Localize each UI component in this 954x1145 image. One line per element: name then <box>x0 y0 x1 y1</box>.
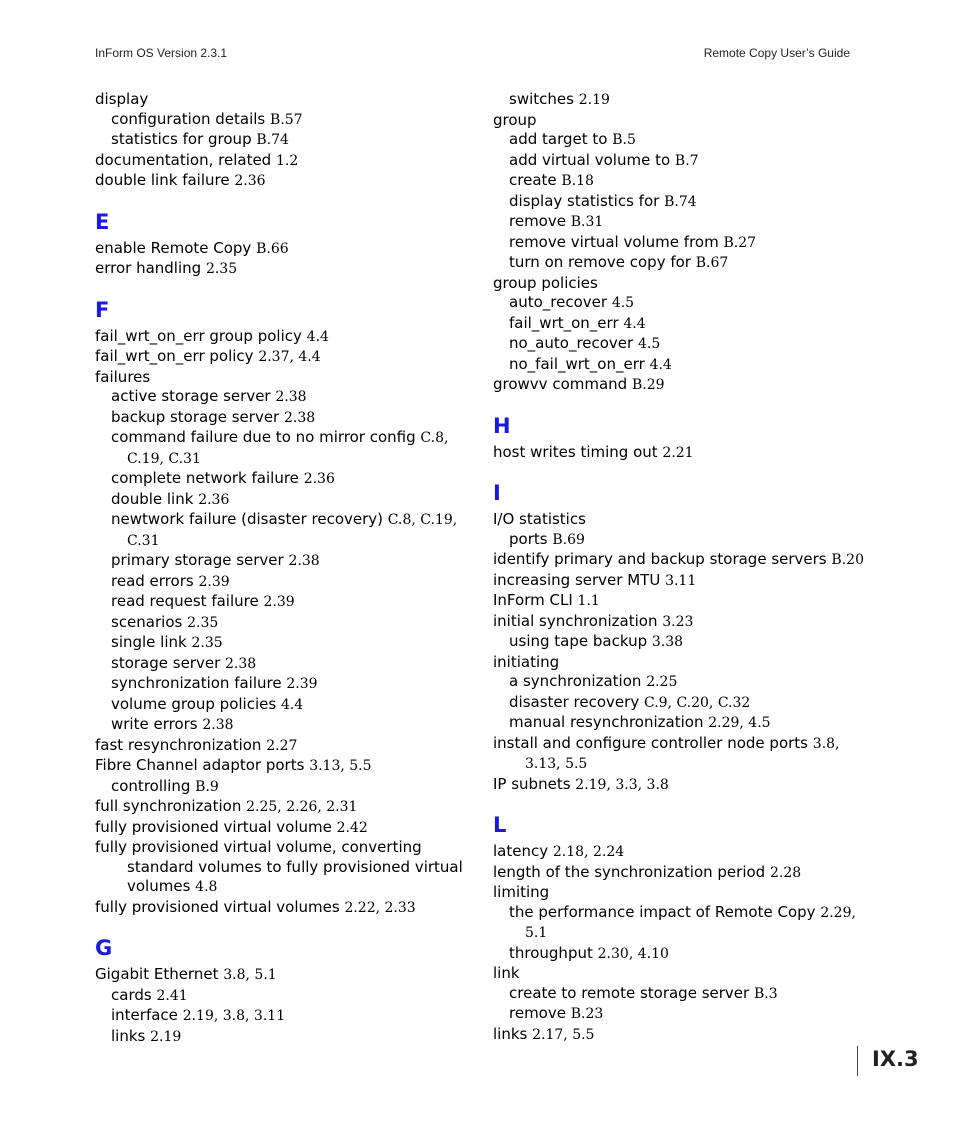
index-subentry <box>493 151 863 172</box>
index-term: host writes timing out <box>493 442 658 461</box>
index-entry <box>95 347 465 368</box>
index-page-ref[interactable]: 2.38 <box>202 717 234 733</box>
index-term: ports <box>509 529 548 548</box>
index-page-ref[interactable]: 2.38 <box>225 655 257 672</box>
index-subentry <box>95 408 465 429</box>
index-page-ref[interactable]: 3.13, 5.5 <box>309 758 372 774</box>
index-page-ref[interactable]: B.66 <box>256 240 289 257</box>
index-term: latency <box>493 842 549 860</box>
index-term: disaster recovery <box>509 692 640 711</box>
index-page-ref[interactable]: 2.21 <box>662 444 694 461</box>
index-subentry <box>95 110 465 131</box>
index-page-ref[interactable]: B.74 <box>664 193 697 210</box>
index-term: remove virtual volume from <box>509 232 719 251</box>
index-page-ref[interactable]: 2.39 <box>198 573 230 590</box>
index-term: remove <box>509 212 566 230</box>
index-page-ref[interactable]: 2.25, 2.26, 2.31 <box>246 799 358 815</box>
index-subentry <box>95 551 465 572</box>
index-entry <box>95 259 465 280</box>
index-term: display <box>95 90 149 108</box>
index-entry <box>95 239 465 260</box>
index-entry <box>493 550 863 571</box>
index-term: initial synchronization <box>493 611 658 630</box>
index-term: links <box>111 1026 146 1045</box>
index-term: controlling <box>111 776 191 795</box>
index-subentry <box>95 695 465 716</box>
index-page-ref[interactable]: B.3 <box>753 985 778 1002</box>
index-subentry <box>95 777 465 798</box>
index-term: auto_recover <box>509 293 608 311</box>
index-entry <box>95 368 465 388</box>
index-subentry <box>493 672 863 693</box>
index-term: volume group policies <box>111 694 277 713</box>
index-page-ref[interactable]: C.8, C.19, C.31 <box>127 430 449 467</box>
index-term: read errors <box>111 571 194 590</box>
index-entry <box>493 274 863 294</box>
index-term: fully provisioned virtual volumes <box>95 897 340 916</box>
index-term: single link <box>111 633 187 651</box>
index-page-ref[interactable]: 1.1 <box>577 593 600 609</box>
index-page-ref[interactable]: 2.29, 4.5 <box>708 715 771 731</box>
index-section-letter: H <box>493 413 511 438</box>
index-page-ref[interactable]: 2.38 <box>275 389 307 405</box>
index-term: command failure due to no mirror config <box>111 428 416 446</box>
index-entry <box>95 327 465 348</box>
index-term: limiting <box>493 883 550 901</box>
index-entry <box>95 151 465 172</box>
index-subentry <box>95 428 465 469</box>
index-subentry <box>493 314 863 335</box>
footer-divider <box>857 1046 858 1076</box>
index-page-ref[interactable]: 2.18, 2.24 <box>552 844 625 860</box>
index-term: throughput <box>509 943 593 962</box>
index-subentry <box>95 510 465 551</box>
index-subentry <box>493 293 863 314</box>
index-page-ref[interactable]: 2.36 <box>303 471 335 487</box>
index-subentry <box>493 130 863 151</box>
index-page-ref[interactable]: 2.19 <box>578 92 610 108</box>
index-term: Gigabit Ethernet <box>95 965 219 983</box>
index-page-ref[interactable]: 2.41 <box>156 987 188 1004</box>
index-subentry <box>95 613 465 634</box>
index-term: group <box>493 110 537 129</box>
index-page-ref[interactable]: 3.8, 3.13, 5.5 <box>525 735 840 772</box>
index-term: statistics for group <box>111 130 252 148</box>
index-page-ref[interactable]: 2.38 <box>288 553 320 569</box>
index-term: scenarios <box>111 612 183 631</box>
index-page-ref[interactable]: 2.28 <box>769 864 802 881</box>
index-term: backup storage server <box>111 407 280 426</box>
index-term: increasing server MTU <box>493 570 661 589</box>
index-subentry <box>95 674 465 695</box>
index-term: complete network failure <box>111 469 299 487</box>
index-page-ref[interactable]: 2.17, 5.5 <box>532 1026 595 1043</box>
index-entry <box>95 898 465 919</box>
index-term: storage server <box>111 653 221 672</box>
index-subentry <box>95 1006 465 1027</box>
index-term: group policies <box>493 273 598 292</box>
index-term: fully provisioned virtual volume <box>95 817 332 836</box>
index-subentry <box>493 903 863 944</box>
index-entry <box>493 1025 863 1046</box>
index-subentry <box>95 654 465 675</box>
index-term: display statistics for <box>509 191 660 210</box>
index-page-ref[interactable]: B.23 <box>570 1006 604 1022</box>
index-term: enable Remote Copy <box>95 238 252 257</box>
index-entry <box>493 591 863 612</box>
page-number: IX.3 <box>872 1047 919 1071</box>
index-term: active storage server <box>111 387 271 405</box>
index-term: Fibre Channel adaptor ports <box>95 756 305 774</box>
index-page-ref[interactable]: 2.25 <box>646 674 678 690</box>
index-page-ref[interactable]: 2.29, 5.1 <box>525 904 856 941</box>
index-subentry <box>493 212 863 233</box>
index-term: switches <box>509 90 574 108</box>
index-entry <box>493 883 863 903</box>
index-entry <box>95 90 465 110</box>
index-term: fail_wrt_on_err <box>509 313 619 332</box>
index-subentry <box>95 592 465 613</box>
index-entry <box>493 653 863 673</box>
index-page-ref[interactable]: B.74 <box>256 132 289 148</box>
index-entry <box>95 171 465 192</box>
index-page-ref[interactable]: 4.4 <box>306 328 329 345</box>
index-term: no_auto_recover <box>509 334 634 352</box>
index-term: synchronization failure <box>111 674 282 692</box>
index-term: interface <box>111 1006 178 1024</box>
index-subentry <box>493 192 863 213</box>
index-term: I/O statistics <box>493 510 586 528</box>
index-page-ref[interactable]: 1.2 <box>275 152 299 169</box>
index-page-ref[interactable]: B.31 <box>570 214 604 230</box>
index-subentry <box>493 334 863 355</box>
index-subentry <box>95 130 465 151</box>
index-term: IP subnets <box>493 774 571 793</box>
index-term: fully provisioned virtual volume, converting standard volumes to fully provisioned virtual volumes <box>95 838 463 895</box>
index-column-right <box>493 90 863 1045</box>
index-entry <box>493 571 863 592</box>
index-term: length of the synchronization period <box>493 862 766 881</box>
index-entry <box>95 838 465 898</box>
index-page-ref[interactable]: 4.5 <box>611 295 635 311</box>
index-page-ref[interactable]: 2.39 <box>286 676 318 692</box>
index-subentry <box>493 171 863 192</box>
index-entry <box>95 756 465 777</box>
index-subentry <box>493 693 863 714</box>
index-term: newtwork failure (disaster recovery) <box>111 510 383 528</box>
index-entry <box>493 111 863 131</box>
index-subentry <box>95 387 465 408</box>
index-subentry <box>493 90 863 111</box>
index-term: add target to <box>509 130 608 148</box>
index-page-ref[interactable]: 3.11 <box>665 572 697 589</box>
index-entry <box>95 965 465 986</box>
index-page-ref[interactable]: 2.42 <box>336 819 368 836</box>
index-term: InForm CLI <box>493 591 573 609</box>
index-column-left <box>95 90 465 1047</box>
index-term: double link <box>111 489 194 508</box>
index-term: install and configure controller node ports <box>493 733 808 752</box>
index-entry <box>493 775 863 796</box>
index-term: fast resynchronization <box>95 735 262 754</box>
index-page-ref[interactable]: 2.38 <box>284 409 316 426</box>
index-section-letter: I <box>493 481 501 505</box>
index-term: documentation, related <box>95 150 272 169</box>
index-page-ref[interactable]: B.20 <box>831 552 864 568</box>
index-entry <box>95 818 465 839</box>
index-term: full synchronization <box>95 797 242 815</box>
index-subentry <box>493 944 863 965</box>
index-term: identify primary and backup storage servers <box>493 550 827 568</box>
index-term: using tape backup <box>509 632 648 650</box>
index-term: create to remote storage server <box>509 983 750 1002</box>
index-entry <box>95 797 465 818</box>
index-page-ref[interactable]: 2.30, 4.10 <box>597 945 669 962</box>
index-term: double link failure <box>95 171 230 189</box>
index-term: fail_wrt_on_err policy <box>95 347 254 365</box>
index-term: a synchronization <box>509 672 642 690</box>
index-term: cards <box>111 985 152 1004</box>
index-entry <box>493 964 863 984</box>
index-page-ref[interactable]: B.57 <box>270 111 303 128</box>
index-page-ref[interactable]: B.18 <box>561 173 594 189</box>
index-page-ref[interactable]: 2.36 <box>198 491 230 508</box>
index-term: write errors <box>111 715 198 733</box>
index-page-ref[interactable]: B.67 <box>695 255 729 271</box>
index-section-letter: F <box>95 297 110 322</box>
index-page-ref[interactable]: 2.35 <box>191 635 223 651</box>
running-header-right: Remote Copy User’s Guide <box>703 46 850 60</box>
index-term: configuration details <box>111 109 266 128</box>
index-term: initiating <box>493 652 560 671</box>
index-subentry <box>493 713 863 734</box>
index-entry <box>493 863 863 884</box>
index-subentry <box>493 1004 863 1025</box>
index-page-ref[interactable]: 2.19, 3.8, 3.11 <box>182 1008 286 1024</box>
index-page-ref[interactable]: 4.4 <box>280 696 304 713</box>
index-subentry <box>493 355 863 376</box>
index-page-ref[interactable]: 2.19, 3.3, 3.8 <box>575 776 669 793</box>
index-subentry <box>95 986 465 1007</box>
index-page-ref[interactable]: B.27 <box>723 234 757 251</box>
index-subentry <box>95 572 465 593</box>
index-section-letter: G <box>95 936 113 960</box>
index-page-ref[interactable]: 3.8, 5.1 <box>223 967 277 983</box>
index-page-ref[interactable]: 3.38 <box>651 634 684 650</box>
index-page-ref[interactable]: 2.22, 2.33 <box>344 899 416 916</box>
index-entry <box>493 375 863 396</box>
index-section-letter: E <box>95 209 110 234</box>
index-subentry <box>493 632 863 653</box>
index-section-letter: L <box>493 813 507 837</box>
index-term: create <box>509 171 557 189</box>
index-subentry <box>493 530 863 551</box>
index-page-ref[interactable]: 2.36 <box>234 173 266 189</box>
index-entry <box>493 734 863 775</box>
index-page-ref[interactable]: 2.39 <box>263 594 295 610</box>
index-page-ref[interactable]: C.9, C.20, C.32 <box>643 694 751 711</box>
index-subentry <box>493 253 863 274</box>
index-page-ref[interactable]: B.9 <box>195 778 219 795</box>
index-entry <box>493 510 863 530</box>
index-page-ref[interactable]: B.29 <box>631 377 665 393</box>
index-page-ref[interactable]: B.5 <box>612 132 636 148</box>
index-subentry <box>95 633 465 654</box>
index-page-ref[interactable]: 2.35 <box>187 614 219 631</box>
index-subentry <box>95 715 465 736</box>
index-term: add virtual volume to <box>509 150 671 169</box>
index-page-ref[interactable]: C.8, C.19, C.31 <box>127 512 458 549</box>
index-page-ref[interactable]: 2.19 <box>150 1028 182 1045</box>
index-page-ref[interactable]: B.69 <box>552 531 585 548</box>
index-term: the performance impact of Remote Copy <box>509 902 816 921</box>
index-term: manual resynchronization <box>509 713 704 731</box>
index-entry <box>493 842 863 863</box>
index-term: error handling <box>95 259 202 277</box>
index-entry <box>493 443 863 464</box>
index-subentry <box>95 1027 465 1048</box>
index-entry <box>95 736 465 757</box>
index-term: fail_wrt_on_err group policy <box>95 326 302 345</box>
index-page-ref[interactable]: 4.4 <box>649 356 672 373</box>
index-term: failures <box>95 367 151 386</box>
index-subentry <box>95 469 465 490</box>
index-term: growvv command <box>493 375 628 393</box>
index-page-ref[interactable]: B.7 <box>674 152 699 169</box>
index-term: remove <box>509 1004 566 1022</box>
index-term: no_fail_wrt_on_err <box>509 354 645 373</box>
index-page-ref[interactable]: 4.4 <box>623 315 646 332</box>
index-page-ref[interactable]: 2.27 <box>266 737 298 754</box>
index-term: turn on remove copy for <box>509 253 691 271</box>
index-entry <box>493 612 863 633</box>
index-page-ref[interactable]: 2.35 <box>205 261 238 277</box>
index-subentry <box>493 984 863 1005</box>
index-subentry <box>95 490 465 511</box>
index-page-ref[interactable]: 3.23 <box>662 613 694 630</box>
index-page-ref[interactable]: 4.5 <box>638 336 661 352</box>
index-page-ref[interactable]: 2.37, 4.4 <box>258 349 321 365</box>
running-header-left: InForm OS Version 2.3.1 <box>95 46 228 60</box>
index-term: primary storage server <box>111 551 284 569</box>
index-term: link <box>493 964 520 982</box>
index-page-ref[interactable]: 4.8 <box>195 879 218 895</box>
index-subentry <box>493 233 863 254</box>
index-term: links <box>493 1024 528 1043</box>
index-term: read request failure <box>111 592 259 610</box>
